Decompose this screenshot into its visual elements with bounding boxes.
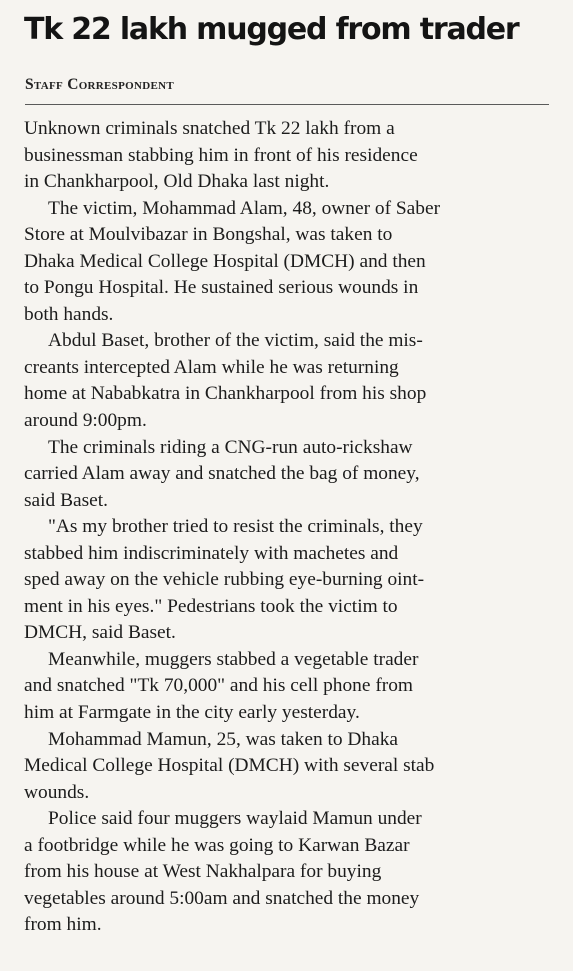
text-line: both hands. [24, 303, 114, 325]
text-line: him at Farmgate in the city early yesterday. [24, 702, 360, 724]
text-line: and snatched "Tk 70,000" and his cell phone from [24, 675, 414, 697]
text-line: creants intercepted Alam while he was returning [24, 356, 399, 378]
text-line: The victim, Mohammad Alam, 48, owner of Saber [48, 197, 441, 219]
headline: Tk 22 lakh mugged from trader [24, 12, 519, 47]
text-line: vegetables around 5:00am and snatched the money [24, 887, 420, 909]
text-line: Mohammad Mamun, 25, was taken to Dhaka [48, 728, 399, 750]
text-line: stabbed him indiscriminately with machetes and [24, 542, 399, 564]
text-line: around 9:00pm. [24, 410, 147, 432]
text-line: Meanwhile, muggers stabbed a vegetable trader [48, 648, 419, 670]
text-line: Abdul Baset, brother of the victim, said the mis- [48, 330, 423, 352]
text-line: businessman stabbing him in front of his residence [24, 144, 418, 166]
text-line: Unknown criminals snatched Tk 22 lakh from a [24, 118, 395, 139]
text-line: home at Nababkatra in Chankharpool from his shop [24, 383, 427, 405]
text-line: DMCH, said Baset. [24, 622, 176, 644]
text-line: Police said four muggers waylaid Mamun under [48, 808, 422, 830]
text-line: sped away on the vehicle rubbing eye-burning oint- [24, 569, 425, 591]
text-line: carried Alam away and snatched the bag of money, [24, 463, 420, 485]
text-line: Dhaka Medical College Hospital (DMCH) and then [24, 250, 426, 272]
text-line: from his house at West Nakhalpara for buying [24, 861, 382, 883]
text-line: ment in his eyes." Pedestrians took the victim to [24, 595, 398, 617]
text-line: "As my brother tried to resist the criminals, they [48, 516, 423, 538]
text-line: in Chankharpool, Old Dhaka last night. [24, 171, 330, 193]
text-line: Medical College Hospital (DMCH) with several stab [24, 755, 435, 777]
text-line: from him. [24, 914, 102, 936]
text-line: Store at Moulvibazar in Bongshal, was taken to [24, 224, 393, 246]
byline-rule [25, 104, 549, 105]
text-line: wounds. [24, 781, 90, 803]
text-line: a footbridge while he was going to Karwan Bazar [24, 834, 410, 856]
text-line: said Baset. [24, 489, 109, 511]
text-line: The criminals riding a CNG-run auto-rickshaw [48, 436, 413, 458]
article-body [24, 116, 551, 939]
byline: Staff Correspondent [25, 76, 174, 93]
text-line: to Pongu Hospital. He sustained serious wounds in [24, 277, 419, 299]
